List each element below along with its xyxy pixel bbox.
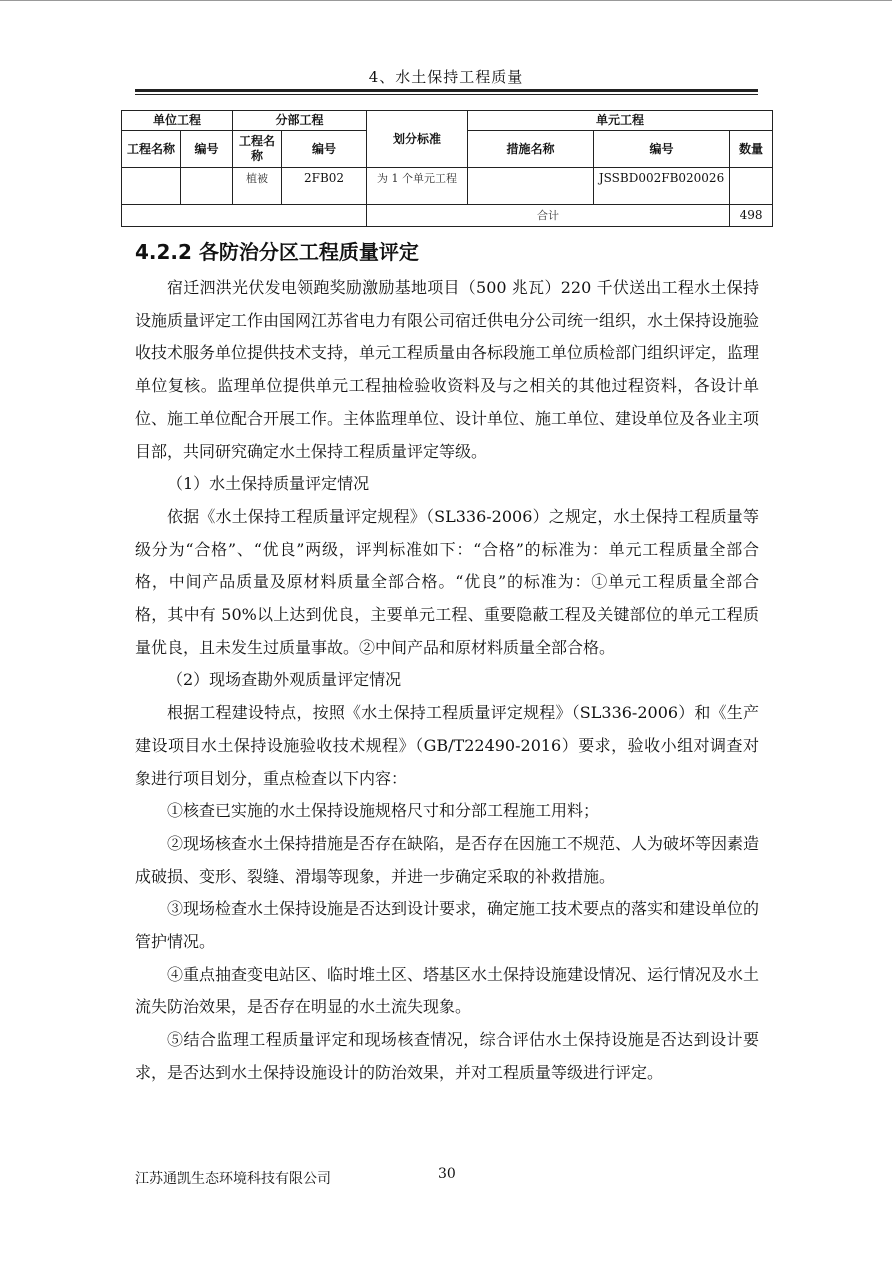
cell-standard: 为 1 个单元工程 (367, 168, 468, 205)
cell-quantity (730, 168, 773, 205)
body-text (135, 272, 759, 1090)
col-sub-project: 分部工程 (233, 111, 367, 131)
paragraph: 根据工程建设特点，按照《水土保持工程质量评定规程》（SL336-2006）和《生产建设项目水土保持设施验收技术规程》（GB/T22490-2016）要求，验收小组对调查对象进行项目划分，重点检查以下内容： (135, 703, 759, 788)
list-item: ①核查已实施的水土保持设施规格尺寸和分部工程施工用料； (167, 801, 600, 821)
section-heading: 4.2.2 各防治分区工程质量评定 (135, 240, 419, 264)
table-row (122, 168, 773, 205)
col-project-name: 工程名称 (122, 131, 181, 168)
list-item: ⑤结合监理工程质量评定和现场核查情况，综合评估水土保持设施是否达到设计要求，是否达到水土保持设施设计的防治效果，并对工程质量等级进行评定。 (135, 1030, 759, 1082)
subheading: （1）水土保持质量评定情况 (167, 474, 370, 494)
list-item: ③现场检查水土保持设施是否达到设计要求，确定施工技术要点的落实和建设单位的管护情况。 (135, 899, 760, 952)
cell-sub-code: 2FB02 (282, 168, 367, 205)
col-measure-name: 措施名称 (468, 131, 594, 168)
cell-total-label: 合计 (367, 205, 730, 227)
footer-company: 江苏通凯生态环境科技有限公司 (135, 1171, 331, 1187)
cell-sub-name: 植被 (233, 168, 282, 205)
col-unit-engineering: 单元工程 (468, 111, 773, 131)
list-item: ②现场核查水土保持措施是否存在缺陷，是否存在因施工不规范、人为破坏等因素造成破损、变形、裂缝、滑塌等现象，并进一步确定采取的补救措施。 (135, 833, 760, 886)
paragraph: 依据《水土保持工程质量评定规程》（SL336-2006）之规定，水土保持工程质量等级分为“合格”、“优良”两级，评判标准如下：“合格”的标准为：单元工程质量全部合格，中间产品质量及原材料质量全部合格。“优良”的标准为：①单元工程质量全部合格，其中有 50%以上达到优良，主要单元工程、重要隐蔽工程及关键部位的单元工程质量优良，且未发生过质量事故。②中间产品和原材料质量全部合格。 (135, 506, 759, 657)
col-unit-project: 单位工程 (122, 111, 233, 131)
col-code: 编号 (181, 131, 233, 168)
cell-unit-code (181, 168, 233, 205)
col-project-name: 工程名称 (233, 131, 282, 168)
page-number: 30 (438, 1166, 456, 1182)
cell-unit-name (122, 168, 181, 205)
cell-total-blank (122, 205, 367, 227)
unit-division-table (121, 110, 773, 227)
paragraph: 宿迁泗洪光伏发电领跑奖励激励基地项目（500 兆瓦）220 千伏送出工程水土保持设施质量评定工作由国网江苏省电力有限公司宿迁供电分公司统一组织，水土保持设施验收技术服务单位提供技术支持，单元工程质量由各标段施工单位质检部门组织评定，监理单位复核。监理单位提供单元工程抽检验收资料及与之相关的其他过程资料，各设计单位、施工单位配合开展工作。主体监理单位、设计单位、施工单位、建设单位及各业主项目部，共同研究确定水土保持工程质量评定等级。 (135, 278, 760, 461)
table-total-row (122, 205, 773, 227)
cell-unit-code-c: JSSBD002FB020026 (594, 168, 730, 205)
list-item: ④重点抽查变电站区、临时堆土区、塔基区水土保持设施建设情况、运行情况及水土流失防治效果，是否存在明显的水土流失现象。 (135, 964, 760, 1017)
col-quantity: 数量 (730, 131, 773, 168)
table-header-row (122, 111, 773, 131)
header-rule-thin (135, 94, 758, 95)
cell-total-value: 498 (730, 205, 773, 227)
col-division-standard: 划分标准 (367, 111, 468, 168)
cell-measure-name (468, 168, 594, 205)
col-code: 编号 (282, 131, 367, 168)
col-code: 编号 (594, 131, 730, 168)
top-border-line (0, 0, 892, 1)
header-rule (135, 89, 758, 92)
subheading: （2）现场查勘外观质量评定情况 (167, 670, 402, 690)
page-header-title: 4、水土保持工程质量 (368, 68, 524, 86)
